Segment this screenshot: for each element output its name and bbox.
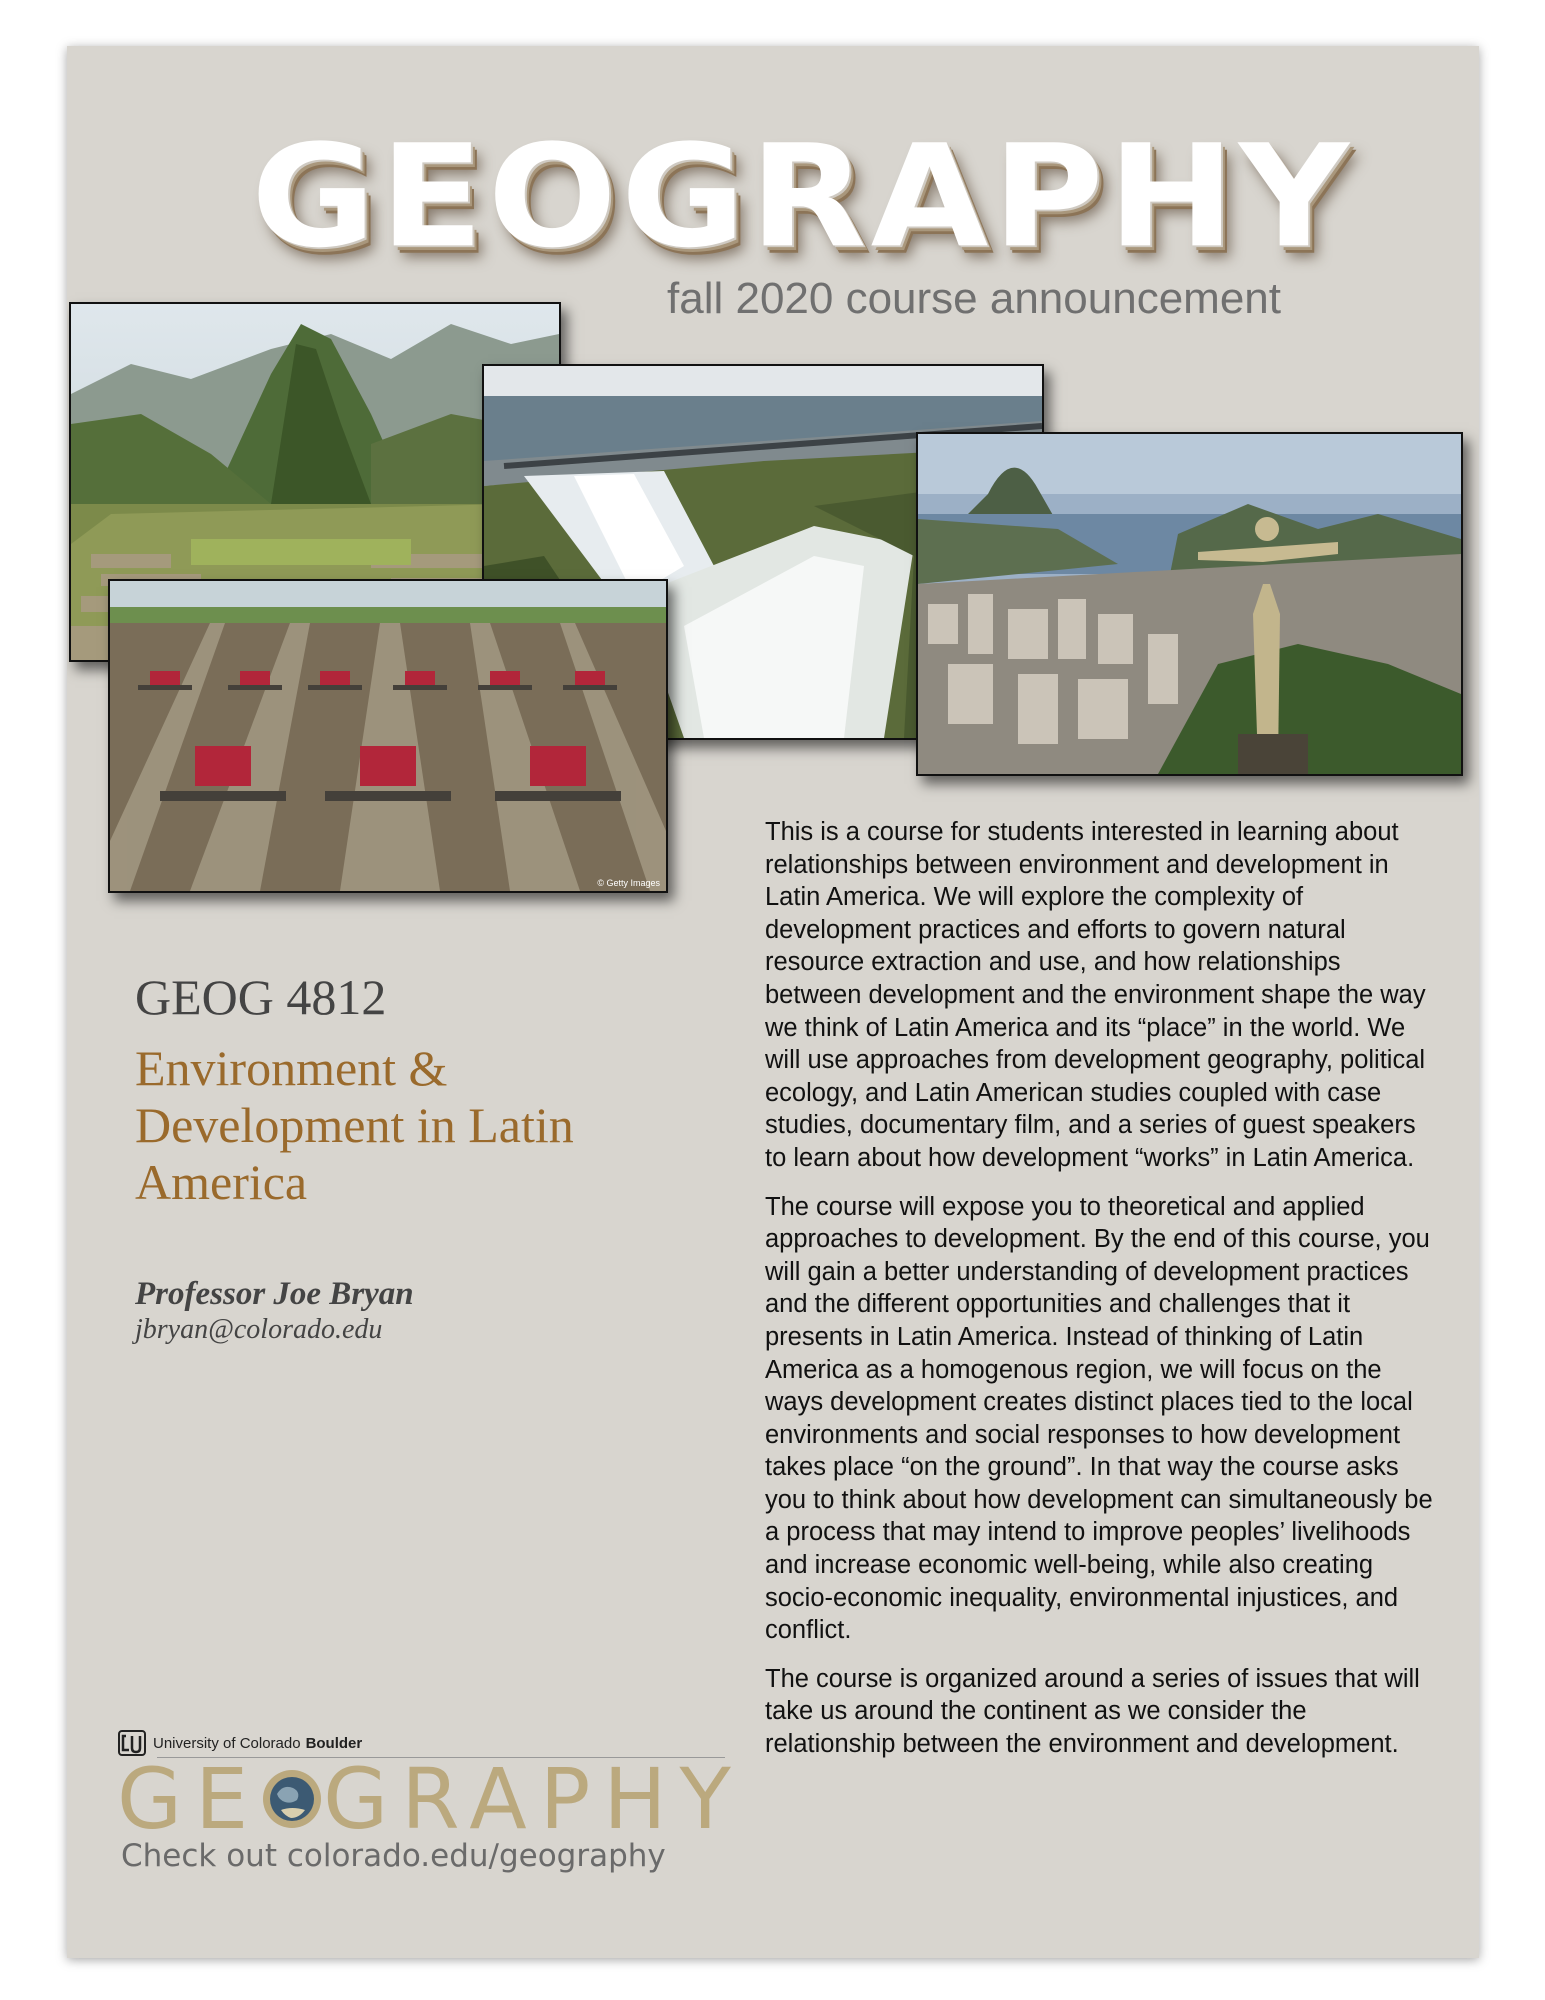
wordmark-right: GRAPHY (323, 1750, 744, 1848)
university-campus: Boulder (305, 1734, 363, 1752)
rio-de-janeiro-photo (916, 432, 1463, 776)
geography-wordmark (117, 1750, 744, 1848)
photo-credit: © Getty Images (597, 878, 660, 888)
description-paragraph: The course is organized around a series of issues that will take us around the continent as we consider the relationship between the environment and development. (765, 1664, 1420, 1759)
poster-subtitle: fall 2020 course announcement (667, 274, 1281, 323)
course-description (765, 816, 1435, 1777)
announcement-poster (67, 46, 1479, 1958)
professor-name: Professor Joe Bryan (135, 1276, 414, 1312)
description-paragraph: The course will expose you to theoretical and applied approaches to development. By the end of this course, you will gain a better understanding of development practices and the different opportunities and challenges that it presents in Latin America. Instead of thinking of Latin America as a homogenous region, we will focus on the ways development creates distinct places tied to the local environments and social responses to how development takes place “on the ground”. In that way the course asks you to think about how development can simultaneously be a process that may intend to improve peoples’ livelihoods and increase economic well-being, while also creating socio-economic inequality, environmental injustices, and conflict. (765, 1192, 1433, 1645)
globe-icon (261, 1766, 323, 1832)
course-code: GEOG 4812 (135, 969, 387, 1025)
description-paragraph: This is a course for students interested in learning about relationships between environment and development in Latin America. We will explore the complexity of development practices and efforts to govern natural resource extraction and use, and how relationships between development and the environment shape the way we think of Latin America and its “place” in the world. We will use approaches from development geography, political ecology, and Latin American studies coupled with case studies, documentary film, and a series of guest speakers to learn about how development “works” in Latin America. (765, 818, 1426, 1172)
university-name: University of Colorado (153, 1734, 301, 1752)
geography-department-logo (117, 1728, 744, 1878)
wordmark-left: GE (117, 1750, 262, 1848)
professor-email[interactable]: jbryan@colorado.edu (135, 1314, 383, 1345)
harvest-field-photo (108, 579, 668, 893)
course-title: Environment & Development in Latin America (135, 1040, 574, 1210)
poster-title: GEOGRAPHY (251, 114, 1353, 279)
website-link[interactable]: Check out colorado.edu/geography (121, 1838, 666, 1874)
